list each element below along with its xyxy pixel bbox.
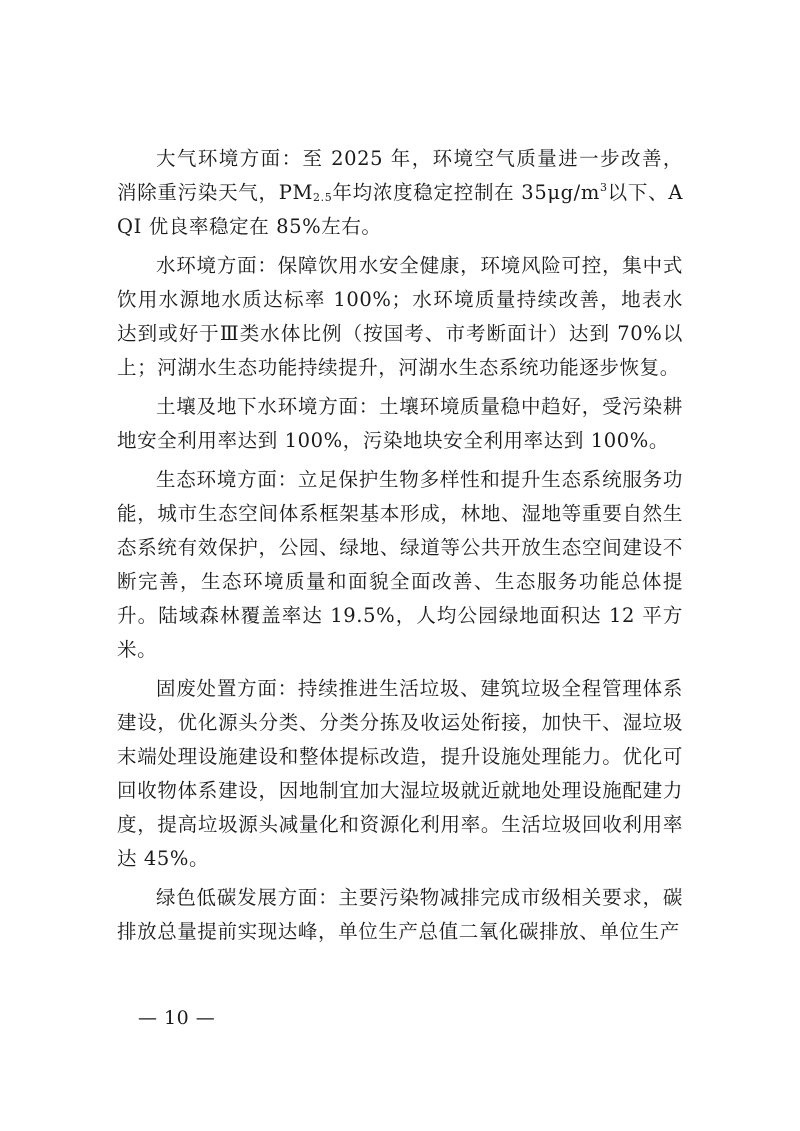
page-number: — 10 — bbox=[138, 1007, 216, 1029]
paragraph-soil-groundwater: 土壤及地下水环境方面：土壤环境质量稳中趋好，受污染耕地安全利用率达到 100%，污染地块安全利用率达到 100%。 bbox=[117, 395, 683, 452]
air-text-part3: 以下、AQI 优良率稳定在 85%左右。 bbox=[117, 181, 684, 238]
cubic-superscript: 3 bbox=[599, 181, 608, 194]
document-body bbox=[117, 142, 683, 954]
paragraph-green-low-carbon: 绿色低碳发展方面：主要污染物减排完成市级相关要求，碳排放总量提前实现达峰，单位生产总值二氧化碳排放、单位生产 bbox=[117, 886, 683, 943]
paragraph-air-environment bbox=[117, 142, 683, 244]
paragraph-ecological-environment: 生态环境方面：立足保护生物多样性和提升生态系统服务功能，城市生态空间体系框架基本形成，林地、湿地等重要自然生态系统有效保护，公园、绿地、绿道等公共开放生态空间建设不断完善，生态环境质量和面貌全面改善、生态服务功能总体提升。陆域森林覆盖率达 19.5%，人均公园绿地面积达 12 平方米。 bbox=[117, 468, 683, 661]
paragraph-solid-waste: 固废处置方面：持续推进生活垃圾、建筑垃圾全程管理体系建设，优化源头分类、分类分拣及收运处衔接，加快干、湿垃圾末端处理设施建设和整体提标改造，提升设施处理能力。优化可回收物体系建设，因地制宜加大湿垃圾就近就地处理设施配建力度，提高垃圾源头减量化和资源化利用率。生活垃圾回收利用率达 45%。 bbox=[117, 677, 683, 870]
pm-subscript: 2.5 bbox=[313, 191, 333, 204]
air-text-part2: 年均浓度稳定控制在 35μg/m bbox=[332, 181, 600, 204]
paragraph-water-environment: 水环境方面：保障饮用水安全健康，环境风险可控，集中式饮用水源地水质达标率 100%；水环境质量持续改善，地表水达到或好于Ⅲ类水体比例（按国考、市考断面计）达到 70%以上；河湖水生态功能持续提升，河湖水生态系统功能逐步恢复。 bbox=[117, 254, 683, 379]
air-text-part1: 大气环境方面：至 2025 年，环境空气质量进一步改善，消除重污染天气，PM bbox=[117, 147, 683, 204]
